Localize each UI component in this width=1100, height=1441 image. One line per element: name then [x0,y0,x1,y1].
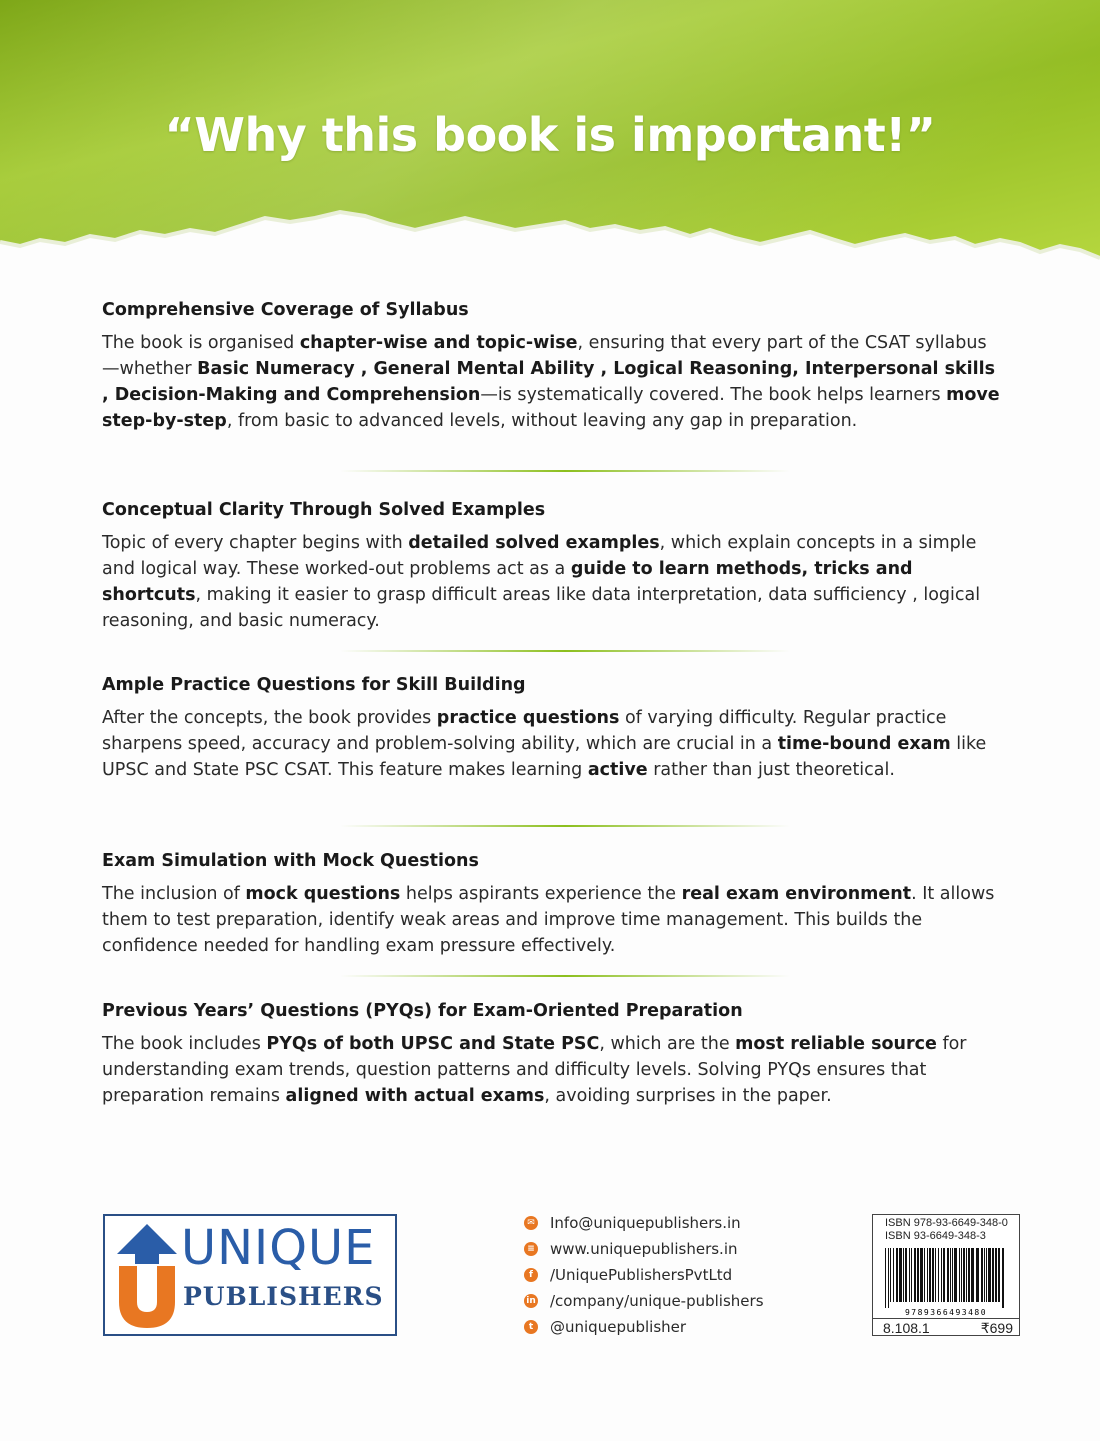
text-run: for understanding exam trends, question patterns and difficulty levels. Solving PYQs ensures that preparation remains [102,1034,967,1106]
section-practice-questions [102,675,1002,783]
barcode-bar [1002,1248,1004,1308]
barcode-bar [961,1248,962,1302]
barcode-bar [911,1248,912,1302]
bold-text: real exam environment [681,884,912,904]
bold-text: chapter-wise and topic-wise [299,333,578,353]
barcode-icon [883,1248,1009,1318]
text-run: . It allows them to test preparation, identify weak areas and improve time management. This builds the confidence needed for handling exam pressure effectively. [102,884,995,956]
section-solved-examples [102,500,1002,634]
bold-text: most reliable source [735,1034,937,1054]
barcode-bar [971,1248,974,1302]
bold-text: mock questions [245,884,401,904]
email-icon: ✉ [524,1216,538,1230]
barcode-bar [893,1248,894,1302]
contact-twitter[interactable]: t @uniquepublisher [524,1314,824,1340]
text-run: like UPSC and State PSC CSAT. This feature makes learning [102,734,987,780]
section-body [102,1031,1002,1109]
barcode-bar [890,1248,891,1302]
section-heading: Ample Practice Questions for Skill Building [102,675,526,695]
text-run: , avoiding surprises in the paper. [544,1086,832,1106]
text-run: —is systematically covered. The book helps learners [480,385,947,405]
catalog-code: 8.108.1 [883,1320,930,1336]
facebook-icon: f [524,1268,538,1282]
web-icon: ≡ [524,1242,538,1256]
barcode-bar [914,1248,916,1302]
linkedin-icon: in [524,1294,538,1308]
barcode-bar [952,1248,953,1302]
section-heading: Conceptual Clarity Through Solved Examples [102,500,546,520]
bold-text: time-bound exam [777,734,951,754]
barcode-bar [950,1248,951,1302]
section-pyqs [102,1001,1002,1109]
text-run: , which are the [599,1034,736,1054]
text-run: , which explain concepts in a simple and logical way. These worked-out problems act as a [102,533,977,579]
barcode-bar [976,1248,979,1302]
barcode-bar [963,1248,965,1302]
up-arrow-logo-icon [115,1224,179,1328]
bold-text: PYQs of both UPSC and State PSC [266,1034,600,1054]
isbn-10: ISBN 93-6649-348-3 [885,1230,986,1242]
bold-text: detailed solved examples [408,533,660,553]
logo-word-unique: UNIQUE [181,1220,376,1276]
barcode-bar [938,1248,939,1302]
section-divider [340,975,790,977]
text-run: After the concepts, the book provides [102,708,437,728]
barcode-bar [992,1248,994,1302]
bold-text: practice questions [436,708,620,728]
section-heading: Comprehensive Coverage of Syllabus [102,300,469,320]
twitter-icon: t [524,1320,538,1334]
barcode-bar [924,1248,925,1302]
bold-text: aligned with actual exams [285,1086,545,1106]
barcode-bar [932,1248,934,1302]
section-mock-questions [102,851,1002,959]
barcode-bar [943,1248,945,1302]
barcode-bar [896,1248,898,1302]
section-divider [340,650,790,652]
barcode-bar [986,1248,987,1302]
section-body [102,530,1002,634]
barcode-bar [917,1248,919,1302]
barcode-bar [929,1248,931,1302]
isbn-13: ISBN 978-93-6649-348-0 [885,1217,1008,1229]
contact-linkedin[interactable]: in /company/unique-publishers [524,1288,824,1314]
barcode-bar [954,1248,957,1302]
barcode-bar [903,1248,904,1302]
logo-word-publishers: PUBLISHERS [183,1282,384,1311]
contact-list [524,1210,824,1340]
section-heading: Exam Simulation with Mock Questions [102,851,479,871]
text-run: helps aspirants experience the [400,884,682,904]
barcode-bar [888,1248,889,1308]
barcode-bar [981,1248,983,1302]
barcode-bar [899,1248,902,1302]
section-syllabus-coverage [102,300,1002,434]
text-run: Topic of every chapter begins with [102,533,409,553]
barcode-bar [920,1248,923,1302]
barcode-bar [995,1248,997,1302]
barcode-bar [998,1248,1000,1302]
barcode-bar [959,1248,960,1302]
barcode-digits: 9789366493480 [904,1308,988,1317]
barcode-bar [966,1248,967,1302]
barcode-bar [941,1248,942,1302]
contact-email[interactable]: ✉ Info@uniquepublishers.in [524,1210,824,1236]
barcode-bar [885,1248,886,1308]
bold-text: Basic Numeracy , General Mental Ability , Logical Reasoning, Interpersonal skills , Decision-Making and Comprehension [102,359,996,405]
barcode-bar [984,1248,985,1302]
page-title: “Why this book is important!” [164,108,936,162]
isbn-footer-row [873,1318,1019,1337]
contact-website[interactable]: ≡ www.uniquepublishers.in [524,1236,824,1262]
text-run: , from basic to advanced levels, without leaving any gap in preparation. [226,411,858,431]
barcode-bar [968,1248,970,1302]
bold-text: active [587,760,648,780]
bold-text: move step-by-step [102,385,1000,431]
text-run: , ensuring that every part of the CSAT syllabus—whether [102,333,987,379]
barcode-bar [927,1248,928,1302]
barcode-bar [935,1248,936,1302]
section-body [102,881,1002,959]
bold-text: guide to learn methods, tricks and shortcuts [102,559,913,605]
text-run: The book includes [102,1034,267,1054]
section-body [102,330,1002,434]
section-heading: Previous Years’ Questions (PYQs) for Exam-Oriented Preparation [102,1001,743,1021]
barcode-bar [988,1248,991,1302]
text-run: rather than just theoretical. [647,760,895,780]
isbn-barcode-box [872,1214,1020,1336]
barcode-bar [947,1248,949,1302]
barcode-bar [909,1248,910,1302]
barcode-bar [905,1248,907,1302]
price: ₹699 [980,1320,1013,1336]
publisher-logo [103,1214,397,1336]
text-run: The book is organised [102,333,300,353]
text-run: of varying difficulty. Regular practice sharpens speed, accuracy and problem-solving ability, which are crucial in a [102,708,947,754]
contact-facebook[interactable]: f /UniquePublishersPvtLtd [524,1262,824,1288]
section-divider [340,825,790,827]
section-body [102,705,1002,783]
text-run: The inclusion of [102,884,246,904]
section-divider [340,470,790,472]
text-run: , making it easier to grasp difficult areas like data interpretation, data sufficiency , logical reasoning, and basic numeracy. [102,585,981,631]
